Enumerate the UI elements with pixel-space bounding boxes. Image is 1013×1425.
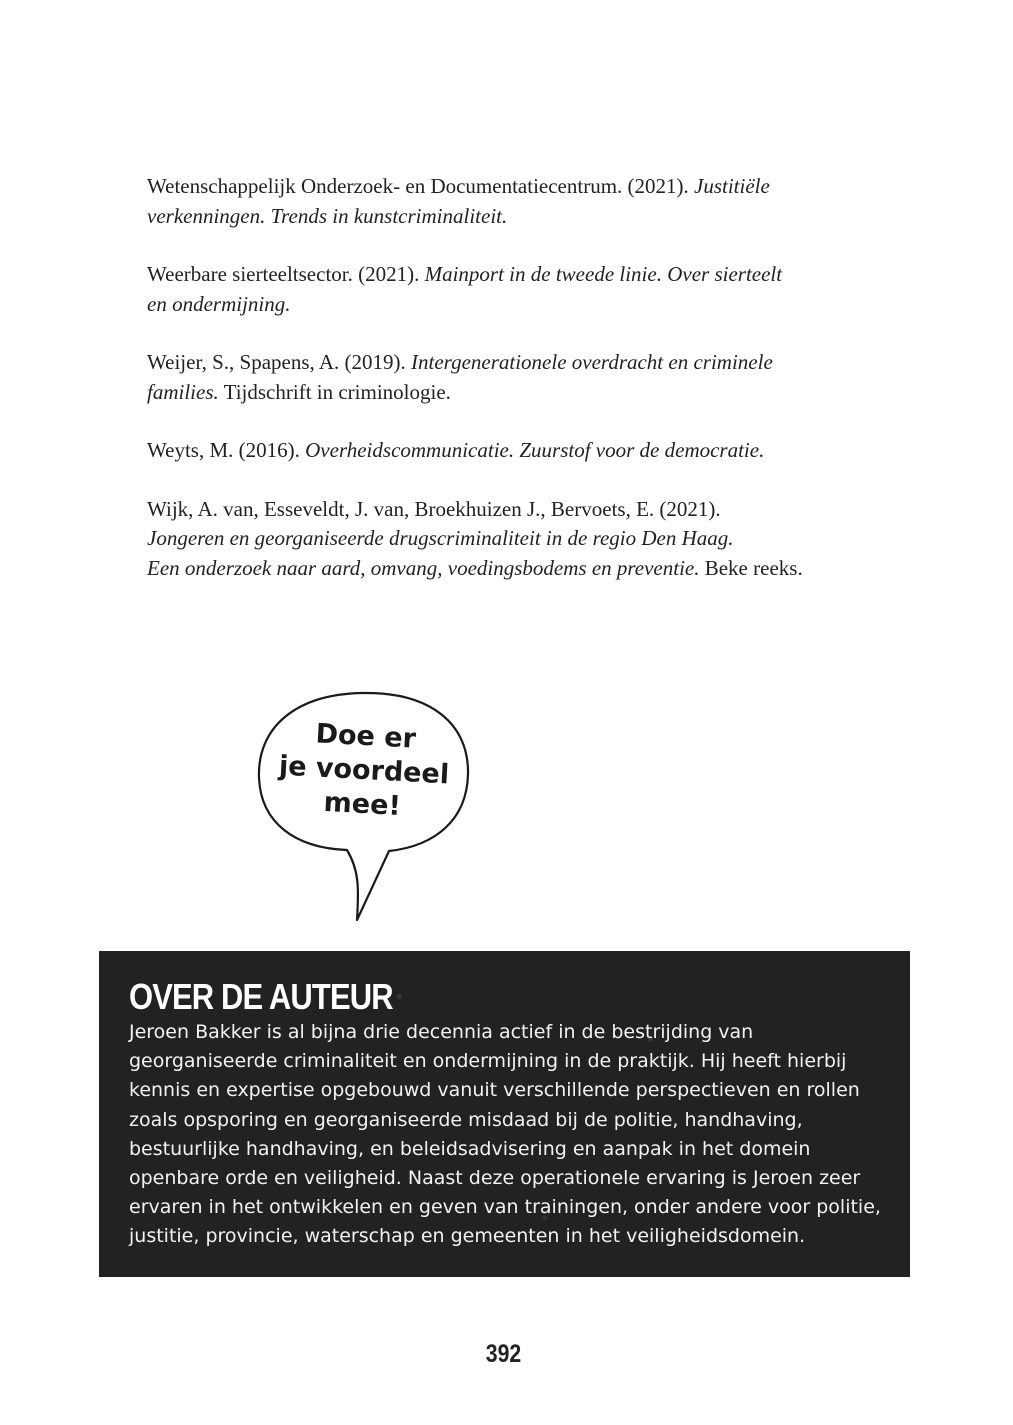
author-bio-line: georganiseerde criminaliteit en ondermijning in de praktijk. Hij heeft hierbij <box>129 1050 847 1073</box>
author-section-title: OVER DE AUTEUR <box>129 976 393 1017</box>
reference-title-text: verkenningen. Trends in kunstcriminaliteit. <box>147 203 508 228</box>
reference-entry <box>147 260 877 319</box>
reference-text: Weijer, S., Spapens, A. (2019). <box>147 350 412 374</box>
author-bio-line: justitie, provincie, waterschap en gemeenten in het veiligheidsdomein. <box>129 1225 806 1248</box>
reference-list <box>147 172 877 612</box>
author-section <box>99 951 910 1277</box>
speech-bubble <box>255 688 473 928</box>
reference-title-text: Intergenerationele overdracht en criminele <box>411 350 773 374</box>
reference-title-text: Mainport in de tweede linie. Over sierteelt <box>424 262 783 286</box>
reference-text: Weyts, M. (2016). <box>147 438 306 462</box>
speech-bubble-line: mee! <box>322 786 402 822</box>
reference-line <box>147 495 877 525</box>
reference-title-text: en ondermijning. <box>147 291 291 316</box>
reference-entry <box>147 436 877 466</box>
author-bio-line: zoals opsporing en georganiseerde misdaad bij de politie, handhaving, <box>129 1108 803 1131</box>
reference-text: Wetenschappelijk Onderzoek- en Documentatiecentrum. (2021). <box>147 174 695 198</box>
speech-bubble-line: Doe er <box>314 718 417 755</box>
reference-line <box>147 378 877 408</box>
reference-line <box>147 524 877 554</box>
author-bio-line: bestuurlijke handhaving, en beleidsadvisering en aanpak in het domein <box>129 1137 811 1160</box>
author-bio-line: ervaren in het ontwikkelen en geven van trainingen, onder andere voor politie, <box>129 1196 881 1219</box>
reference-text: Tijdschrift in criminologie. <box>218 379 451 404</box>
author-bio-line: openbare orde en veiligheid. Naast deze operationele ervaring is Jeroen zeer <box>129 1167 861 1190</box>
page-number: 392 <box>485 1340 522 1368</box>
author-bio-line: kennis en expertise opgebouwd vanuit verschillende perspectieven en rollen <box>129 1079 860 1102</box>
author-bio <box>129 1018 889 1252</box>
reference-title-text: Justitiële <box>694 174 770 198</box>
reference-title-text: families. <box>147 379 219 404</box>
reference-line <box>147 202 877 232</box>
reference-line <box>147 436 877 466</box>
speech-bubble-text <box>266 715 461 827</box>
reference-line <box>147 554 877 584</box>
reference-text: Wijk, A. van, Esseveldt, J. van, Broekhuizen J., Bervoets, E. (2021). <box>147 496 721 521</box>
reference-line <box>147 290 877 320</box>
author-bio-line: Jeroen Bakker is al bijna drie decennia actief in de bestrijding van <box>129 1021 754 1043</box>
reference-text: Beke reeks. <box>699 555 803 580</box>
reference-entry <box>147 172 877 231</box>
reference-text: Weerbare sierteeltsector. (2021). <box>147 262 425 286</box>
speech-bubble-line: je voordeel <box>278 750 450 791</box>
reference-entry <box>147 348 877 407</box>
reference-entry <box>147 495 877 584</box>
reference-title-text: Overheidscommunicatie. Zuurstof voor de democratie. <box>305 438 765 462</box>
reference-title-text: Een onderzoek naar aard, omvang, voedingsbodems en preventie. <box>147 555 700 580</box>
reference-line <box>147 348 877 378</box>
reference-line <box>147 172 877 202</box>
reference-title-text: Jongeren en georganiseerde drugscriminaliteit in de regio Den Haag. <box>147 526 734 550</box>
reference-line <box>147 260 877 290</box>
